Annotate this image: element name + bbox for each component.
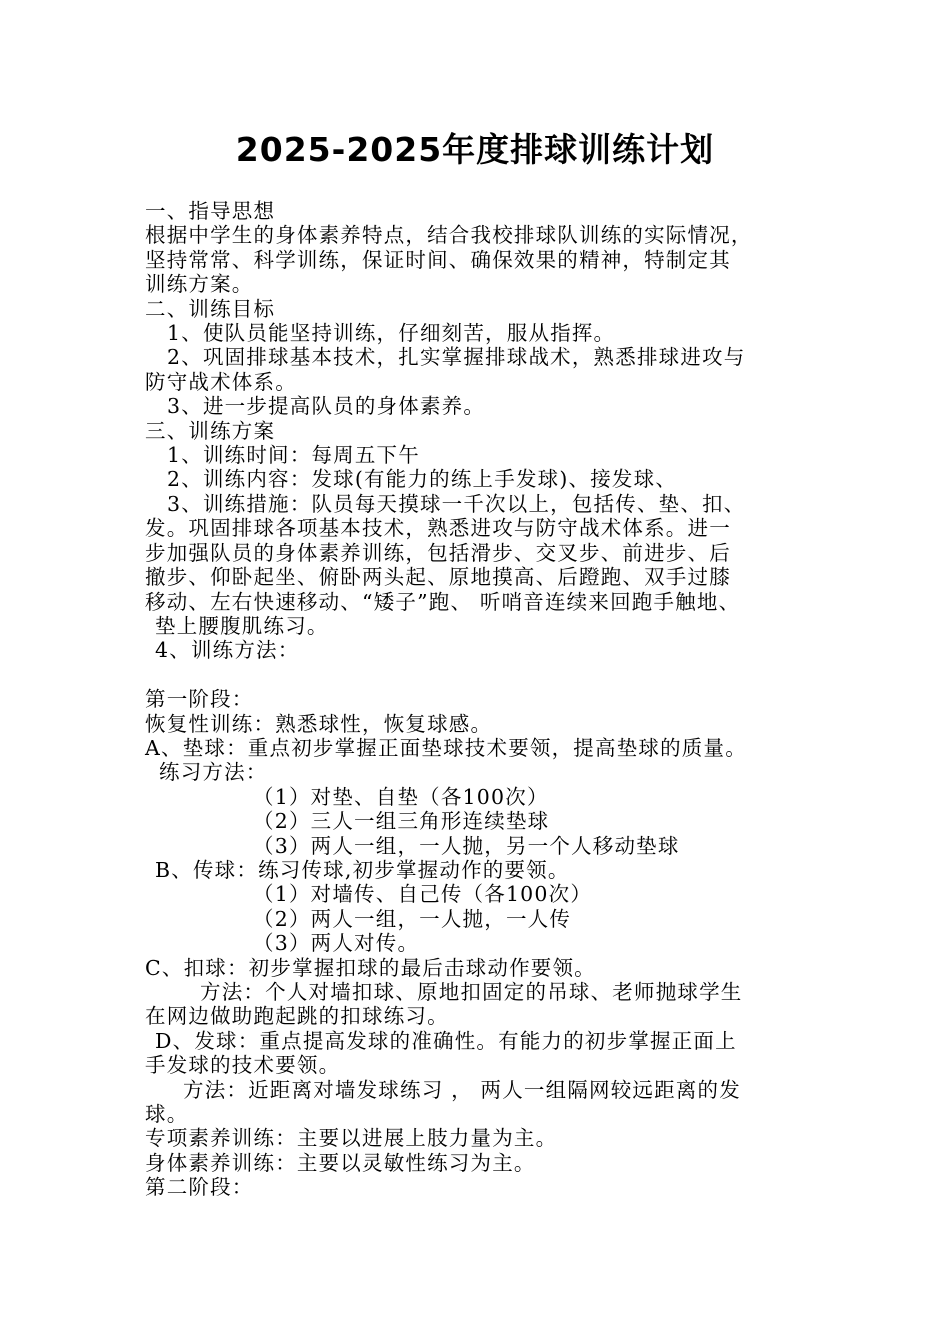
plan-item-methods: 4、训练方法：: [155, 638, 300, 663]
practice-item: （2）两人一组，一人抛，一人传: [253, 906, 572, 931]
plan-item-measures: 3、训练措施：队员每天摸球一千次以上，包括传、垫、扣、: [167, 491, 746, 516]
skill-spike: C、扣球：初步掌握扣球的最后击球动作要领。: [145, 955, 596, 980]
section-heading-training-goals: 二、训练目标: [145, 296, 276, 321]
paragraph-line: 步加强队员的身体素养训练，包括滑步、交叉步、前进步、后: [145, 540, 731, 565]
practice-methods-label: 练习方法：: [159, 760, 268, 785]
paragraph-line: 球。: [145, 1102, 189, 1127]
skill-dig: A、垫球：重点初步掌握正面垫球技术要领，提高垫球的质量。: [145, 735, 747, 760]
practice-item: （2）三人一组三角形连续垫球: [253, 809, 550, 834]
goal-item-2: 2、巩固排球基本技术，扎实掌握排球战术，熟悉排球进攻与: [167, 345, 746, 370]
paragraph-line: 垫上腰腹肌练习。: [155, 613, 329, 638]
practice-item: （1）对垫、自垫（各100次）: [253, 784, 549, 809]
paragraph-line: 训练方案。: [145, 272, 254, 297]
physical-quality-training: 身体素养训练：主要以灵敏性练习为主。: [145, 1150, 536, 1175]
paragraph-line: 根据中学生的身体素养特点，结合我校排球队训练的实际情况，: [145, 223, 753, 248]
section-heading-training-plan: 三、训练方案: [145, 418, 276, 443]
skill-serve: D、发球：重点提高发球的准确性。有能力的初步掌握正面上: [155, 1028, 737, 1053]
paragraph-line: 坚持常常、科学训练，保证时间、确保效果的精神，特制定其: [145, 247, 731, 272]
document-body: [145, 199, 835, 1200]
skill-set: B、传球：练习传球,初步掌握动作的要领。: [155, 857, 570, 882]
method-line: 方法：近距离对墙发球练习 ， 两人一组隔网较远距离的发: [183, 1077, 741, 1102]
plan-item-content: 2、训练内容：发球(有能力的练上手发球)、接发球、: [167, 467, 678, 492]
goal-item-2-continued: 防守战术体系。: [145, 369, 297, 394]
paragraph-line: 移动、左右快速移动、“矮子”跑、 听哨音连续来回跑手触地、: [145, 589, 741, 614]
stage-heading-first: 第一阶段：: [145, 687, 254, 712]
paragraph-line: 发。巩固排球各项基本技术，熟悉进攻与防守战术体系。进一: [145, 516, 731, 541]
paragraph-line: 撤步、仰卧起坐、俯卧两头起、原地摸高、后蹬跑、双手过膝: [145, 565, 731, 590]
goal-item-1: 1、使队员能坚持训练，仔细刻苦，服从指挥。: [167, 321, 616, 346]
paragraph-line: 恢复性训练：熟悉球性，恢复球感。: [145, 711, 493, 736]
paragraph-line: 手发球的技术要领。: [145, 1053, 341, 1078]
goal-item-3: 3、进一步提高队员的身体素养。: [167, 394, 486, 419]
practice-item: （3）两人一组，一人抛，另一个人移动垫球: [253, 833, 680, 858]
section-heading-guiding-idea: 一、指导思想: [145, 199, 276, 223]
practice-item: （3）两人对传。: [253, 931, 420, 956]
document-title: 2025-2025年度排球训练计划: [235, 130, 715, 169]
method-line: 方法：个人对墙扣球、原地扣固定的吊球、老师抛球学生: [200, 979, 743, 1004]
practice-item: （1）对墙传、自己传（各100次）: [253, 882, 593, 907]
paragraph-line: 在网边做助跑起跳的扣球练习。: [145, 1004, 449, 1029]
special-quality-training: 专项素养训练：主要以进展上肢力量为主。: [145, 1126, 558, 1151]
plan-item-time: 1、训练时间：每周五下午: [167, 443, 420, 468]
blank-line: [145, 663, 835, 687]
stage-heading-second: 第二阶段：: [145, 1175, 254, 1200]
